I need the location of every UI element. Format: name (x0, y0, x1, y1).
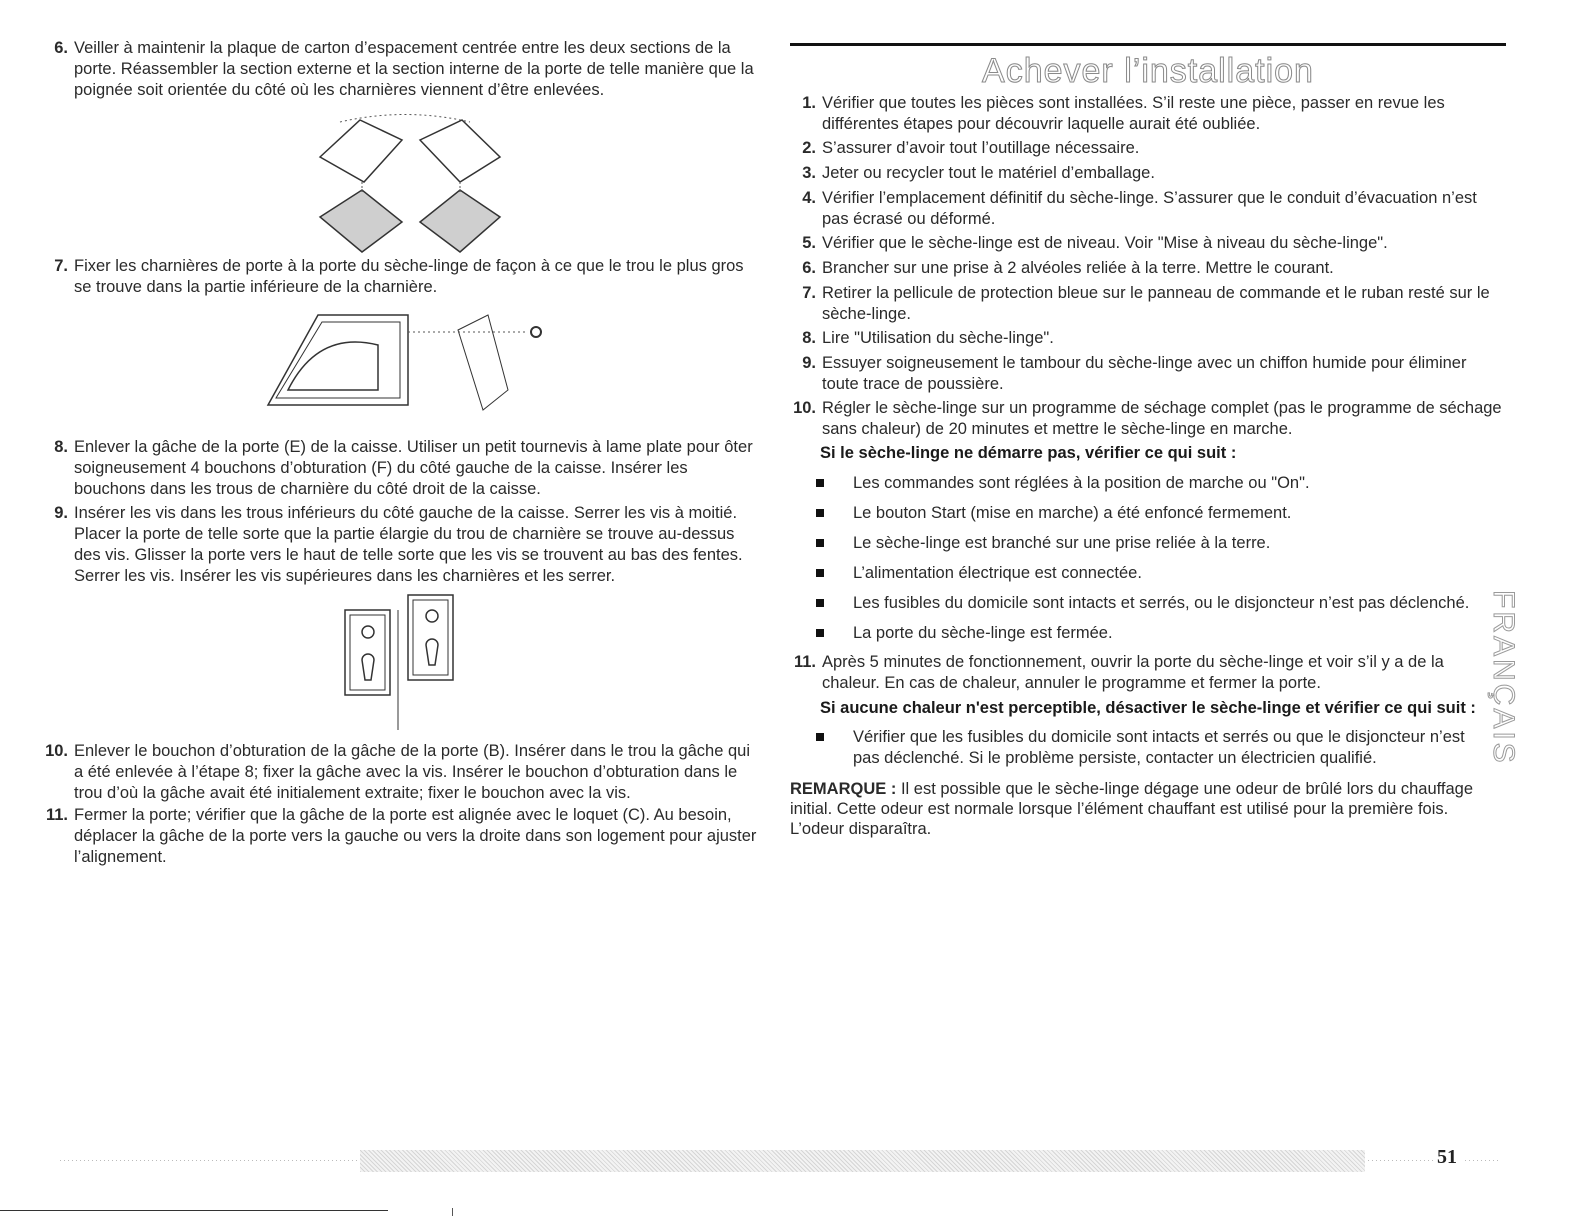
bullet-icon (816, 599, 824, 607)
step-number: 10. (45, 742, 68, 760)
step-7 (790, 283, 1502, 325)
step-number: 5. (802, 234, 816, 252)
step-8 (790, 328, 1502, 349)
step-text: Jeter ou recycler tout le matériel d’emballage. (822, 164, 1155, 182)
bullet-icon (816, 479, 824, 487)
check-heading-start: Si le sèche-linge ne démarre pas, vérifier ce qui suit : (820, 444, 1237, 462)
step-number: 9. (802, 354, 816, 372)
check-item-text: Le bouton Start (mise en marche) a été enfoncé fermement. (853, 504, 1292, 522)
step-number: 1. (802, 94, 816, 112)
footer-dotted-line (60, 1160, 360, 1161)
step-9 (790, 353, 1502, 395)
step-number: 7. (802, 284, 816, 302)
step-text: Vérifier que toutes les pièces sont installées. S’il reste une pièce, passer en revue les différentes étapes pour découvrir laquelle aurait été oubliée. (822, 94, 1445, 133)
bullet-icon (816, 629, 824, 637)
footer-dotted-line (1368, 1160, 1433, 1161)
completion-steps (790, 93, 1502, 839)
bullet-icon (816, 539, 824, 547)
step-10 (30, 741, 760, 804)
bullet-icon (816, 509, 824, 517)
section-title: Achever l’installation (982, 52, 1314, 90)
check-item-text: Vérifier que les fusibles du domicile sont intacts et serrés ou que le disjoncteur n’est pas déclenché. Si le problème persiste, contacter un électricien qualifié. (853, 728, 1465, 767)
check-item (790, 473, 1502, 494)
step-text: Retirer la pellicule de protection bleue sur le panneau de commande et le ruban resté sur le sèche-linge. (822, 284, 1490, 323)
step-number: 11. (45, 806, 68, 824)
step-number: 4. (802, 189, 816, 207)
step-10 (790, 398, 1502, 440)
bullet-icon (816, 733, 824, 741)
step-number: 2. (802, 139, 816, 157)
step-11 (30, 805, 760, 868)
check-item-text: Les fusibles du domicile sont intacts et serrés, ou le disjoncteur n’est pas déclenché. (853, 594, 1470, 612)
step-number: 3. (802, 164, 816, 182)
step-number: 7. (54, 257, 68, 275)
footer-dotted-line (1465, 1160, 1500, 1161)
title-rule (790, 43, 1506, 46)
bottom-tick (452, 1208, 453, 1216)
step-text: Veiller à maintenir la plaque de carton d’espacement centrée entre les deux sections de la porte. Réassembler la section externe et la section interne de la porte de telle manière que la poignée soit orientée du côté où les charnières viennent d’être enlevées. (74, 39, 754, 99)
step-number: 6. (54, 39, 68, 57)
step-4 (790, 188, 1502, 230)
check-item (790, 727, 1502, 769)
step-1 (790, 93, 1502, 135)
language-tab-label: FRANÇAIS (1487, 590, 1520, 766)
step-number: 9. (54, 504, 68, 522)
step-text: Insérer les vis dans les trous inférieurs du côté gauche de la caisse. Serrer les vis à moitié. Placer la porte de telle sorte que la partie élargie du trou de charnière se trouve au-dessus des vis. Glisser la porte vers le haut de telle sorte que les vis se trouvent au bas des fentes. Serrer les vis. Insérer les vis supérieures dans les charnières et les serrer. (74, 504, 743, 585)
step-number: 6. (802, 259, 816, 277)
check-item (790, 503, 1502, 524)
check-item-text: L’alimentation électrique est connectée. (853, 564, 1142, 582)
step-5 (790, 233, 1502, 254)
bottom-rule (0, 1210, 388, 1211)
step-6 (30, 38, 760, 101)
step-text: Vérifier que le sèche-linge est de niveau. Voir "Mise à niveau du sèche-linge". (822, 234, 1388, 252)
step-2 (790, 138, 1502, 159)
language-tab (1476, 590, 1526, 766)
step-text: Brancher sur une prise à 2 alvéoles reliée à la terre. Mettre le courant. (822, 259, 1334, 277)
step-text: Fermer la porte; vérifier que la gâche de la porte est alignée avec le loquet (C). Au besoin, déplacer la gâche de la porte vers la gauche ou vers la droite dans son logement pour ajuster l’alignement. (74, 806, 757, 866)
step-8 (30, 437, 760, 500)
step-text: Essuyer soigneusement le tambour du sèche-linge avec un chiffon humide pour éliminer toute trace de poussière. (822, 354, 1467, 393)
step-text: Vérifier l’emplacement définitif du sèche-linge. S’assurer que le conduit d’évacuation n’est pas écrasé ou déformé. (822, 189, 1477, 228)
check-item-text: Les commandes sont réglées à la position de marche ou "On". (853, 474, 1310, 492)
step-9 (30, 503, 760, 587)
step-7 (30, 256, 760, 298)
door-sections-illustration (280, 112, 530, 262)
step-text: Lire "Utilisation du sèche-linge". (822, 329, 1054, 347)
note-text: Il est possible que le sèche-linge dégage une odeur de brûlé lors du chauffage initial. Cette odeur est normale lorsque l’élément chauffant est utilisé pour la première fois. L’odeur disparaîtra. (790, 780, 1474, 838)
step-11 (790, 652, 1502, 694)
step-text: Enlever la gâche de la porte (E) de la caisse. Utiliser un petit tournevis à lame plate pour ôter soigneusement 4 bouchons d’obturation (F) du côté gauche de la caisse. Insérer les bouchons dans les trous de charnière du côté droit de la caisse. (74, 438, 753, 498)
check-item (790, 533, 1502, 554)
hinge-screw-illustration (340, 590, 490, 735)
check-item-text: La porte du sèche-linge est fermée. (853, 624, 1113, 642)
bullet-icon (816, 569, 824, 577)
step-text: Après 5 minutes de fonctionnement, ouvrir la porte du sèche-linge et voir s’il y a de la chaleur. En cas de chaleur, annuler le programme et fermer la porte. (822, 653, 1444, 692)
step-text: S’assurer d’avoir tout l’outillage nécessaire. (822, 139, 1140, 157)
check-item-text: Le sèche-linge est branché sur une prise reliée à la terre. (853, 534, 1271, 552)
door-hinge-illustration (258, 310, 548, 425)
page-number: 51 (1437, 1146, 1457, 1168)
check-item (790, 563, 1502, 584)
step-number: 10. (793, 399, 816, 417)
footer-band (360, 1150, 1365, 1172)
step-3 (790, 163, 1502, 184)
note (790, 779, 1502, 839)
step-text: Fixer les charnières de porte à la porte du sèche-linge de façon à ce que le trou le plus gros se trouve dans la partie inférieure de la charnière. (74, 257, 744, 296)
step-number: 11. (793, 653, 816, 671)
step-number: 8. (802, 329, 816, 347)
note-label: REMARQUE : (790, 780, 897, 798)
step-number: 8. (54, 438, 68, 456)
check-item (790, 593, 1502, 614)
check-heading-heat: Si aucune chaleur n'est perceptible, désactiver le sèche-linge et vérifier ce qui suit : (820, 699, 1476, 717)
step-6 (790, 258, 1502, 279)
check-item (790, 623, 1502, 644)
step-text: Régler le sèche-linge sur un programme de séchage complet (pas le programme de séchage sans chaleur) de 20 minutes et mettre le sèche-linge en marche. (822, 399, 1502, 438)
step-text: Enlever le bouchon d’obturation de la gâche de la porte (B). Insérer dans le trou la gâche qui a été enlevée à l’étape 8; fixer la gâche avec la vis. Insérer le bouchon d’obturation dans le trou d’où la gâche avait été initialement extraite; fixer le bouchon avec la vis. (74, 742, 751, 802)
